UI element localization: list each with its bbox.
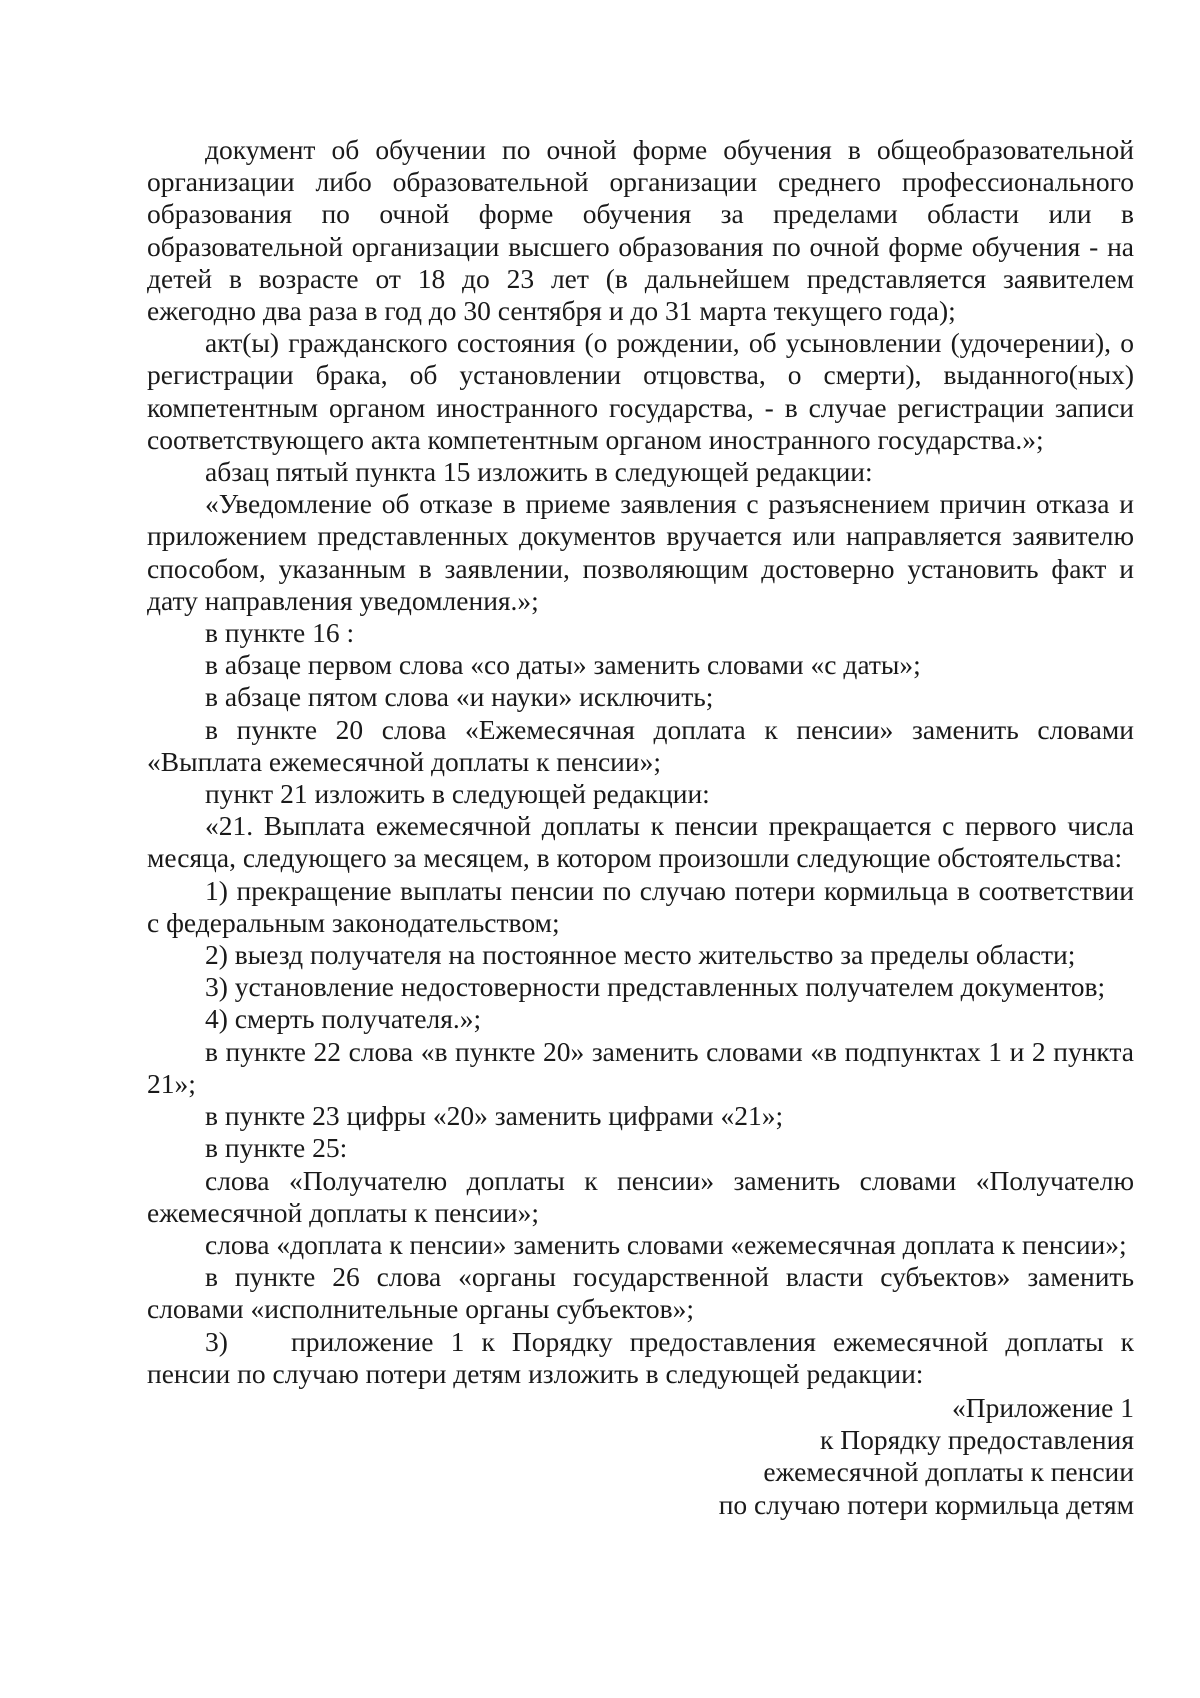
- paragraph-subitem-4: 4) смерть получателя.»;: [205, 1003, 482, 1035]
- appendix-line-4: по случаю потери кормильца детям: [718, 1488, 1134, 1520]
- paragraph-clause-21: пункт 21 изложить в следующей редакции:: [205, 778, 710, 810]
- paragraph-subitem-2: 2) выезд получателя на постоянное место жительство за пределы области;: [205, 939, 1076, 971]
- appendix-heading: [147, 1392, 1134, 1521]
- paragraph-subitem-3: 3) установление недостоверности представленных получателем документов;: [205, 971, 1106, 1003]
- paragraph-clause-15: абзац пятый пункта 15 изложить в следующей редакции:: [205, 456, 873, 488]
- item-3-number: 3): [205, 1325, 228, 1357]
- paragraph-clause-25-words-2: слова «доплата к пенсии» заменить словами «ежемесячная доплата к пенсии»;: [205, 1228, 1127, 1260]
- paragraph-clause-16-fifth: в абзаце пятом слова «и науки» исключить;: [205, 681, 714, 713]
- paragraph-subitem-1: 1) прекращение выплаты пенсии по случаю потери кормильца в соответствии с федеральным законодательством;: [147, 874, 1134, 938]
- appendix-line-2: к Порядку предоставления: [820, 1424, 1134, 1456]
- paragraph-clause-23: в пункте 23 цифры «20» заменить цифрами «21»;: [205, 1100, 784, 1132]
- paragraph-clause-22: в пункте 22 слова «в пункте 20» заменить словами «в подпунктах 1 и 2 пункта 21»;: [147, 1035, 1134, 1099]
- paragraph-clause-25-words-1: слова «Получателю доплаты к пенсии» заменить словами «Получателю ежемесячной доплаты к пенсии»;: [147, 1164, 1134, 1228]
- paragraph-clause-20: в пункте 20 слова «Ежемесячная доплата к пенсии» заменить словами «Выплата ежемесячной доплаты к пенсии»;: [147, 713, 1134, 777]
- paragraph-clause-16-first: в абзаце первом слова «со даты» заменить словами «с даты»;: [205, 649, 921, 681]
- appendix-line-3: ежемесячной доплаты к пенсии: [763, 1456, 1134, 1488]
- paragraph-clause-25: в пункте 25:: [205, 1132, 348, 1164]
- paragraph-education-document: документ об обучении по очной форме обучения в общеобразовательной организации либо образовательной организации среднего профессионального образования по очной форме обучения за пределами области или в образовательной организации высшего образования по очной форме обучения - на детей в возрасте от 18 до 23 лет (в дальнейшем представляется заявителем ежегодно два раза в год до 30 сентября и до 31 марта текущего года);: [147, 134, 1134, 327]
- document-page: [147, 134, 1134, 1521]
- paragraph-clause-21-text: «21. Выплата ежемесячной доплаты к пенсии прекращается с первого числа месяца, следующего за месяцем, в котором произошли следующие обстоятельства:: [147, 810, 1134, 874]
- appendix-line-1: «Приложение 1: [952, 1391, 1134, 1423]
- paragraph-civil-status-acts: акт(ы) гражданского состояния (о рождении, об усыновлении (удочерении), о регистрации брака, об установлении отцовства, о смерти), выданного(ных) компетентным органом иностранного государства, - в случае регистрации записи соответствующего акта компетентным органом иностранного государства.»;: [147, 327, 1134, 455]
- paragraph-clause-16: в пункте 16 :: [205, 617, 355, 649]
- paragraph-clause-26: в пункте 26 слова «органы государственной власти субъектов» заменить словами «исполнительные органы субъектов»;: [147, 1261, 1134, 1325]
- item-3-text: приложение 1 к Порядку предоставления ежемесячной доплаты к пенсии по случаю потери детям изложить в следующей редакции:: [147, 1325, 1134, 1389]
- paragraph-refusal-notice: «Уведомление об отказе в приеме заявления с разъяснением причин отказа и приложением представленных документов вручается или направляется заявителю способом, указанным в заявлении, позволяющим достоверно установить факт и дату направления уведомления.»;: [147, 488, 1134, 616]
- paragraph-item-3: [147, 1326, 1134, 1390]
